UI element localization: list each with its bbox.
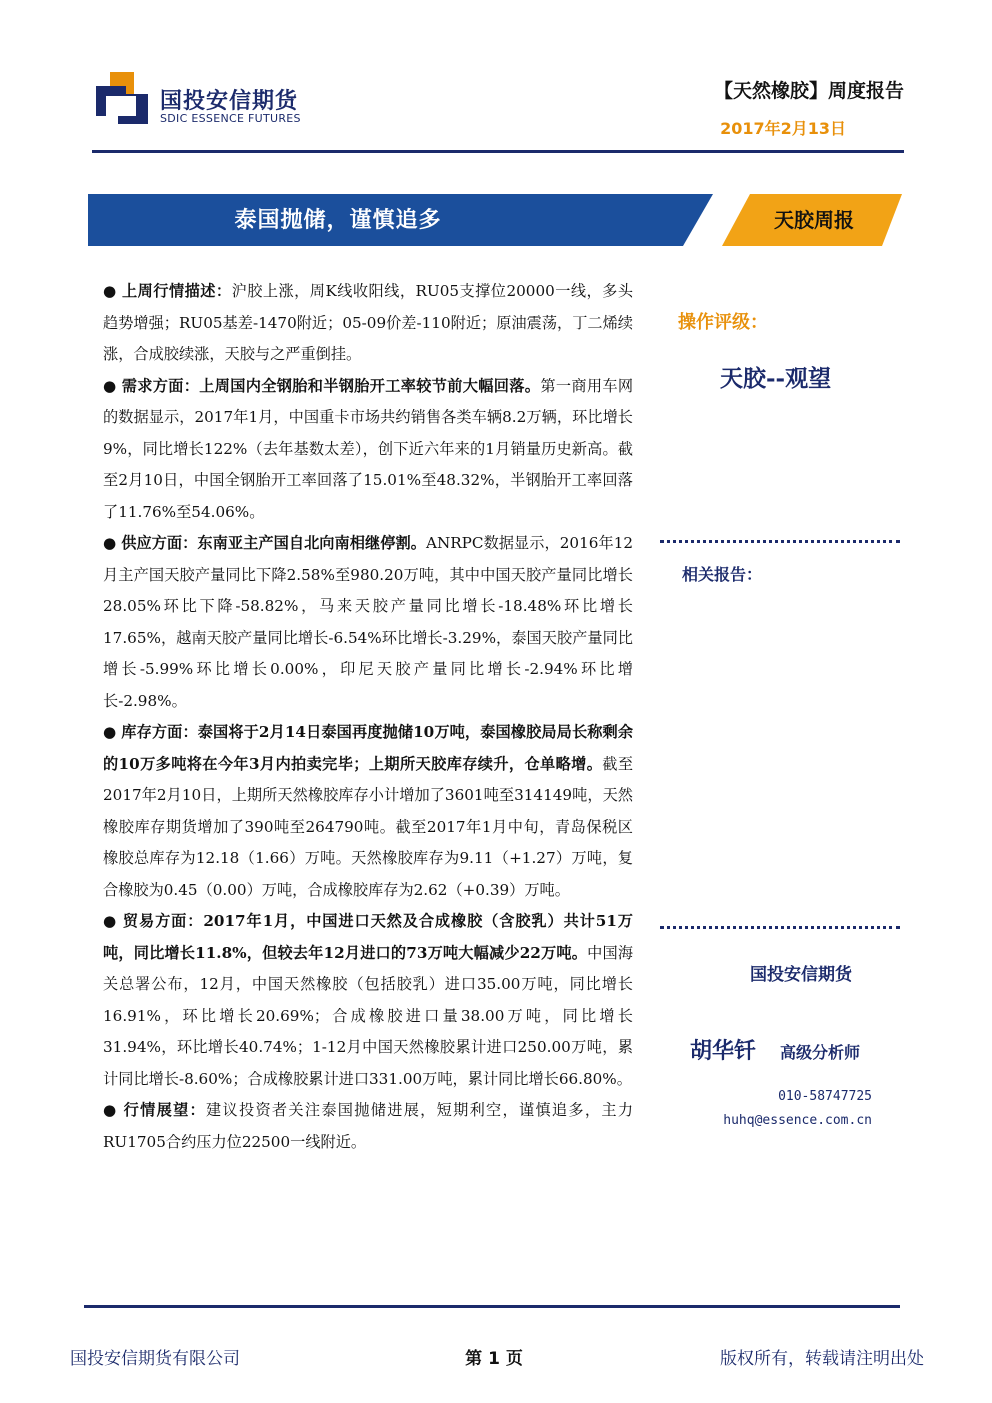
section-outlook xyxy=(103,1095,633,1158)
section-text: 截至2017年2月10日，上期所天然橡胶库存小计增加了3601吨至314149吨，天然橡胶库存期货增加了390吨至264790吨。截至2017年1月中旬，青岛保税区橡胶总库存为12.18（1.66）万吨。天然橡胶库存为9.11（+1.27）万吨，复合橡胶为0.45（0.00）万吨，合成橡胶库存为2.62（+0.39）万吨。 xyxy=(103,754,634,899)
section-supply xyxy=(103,528,633,717)
bullet-icon: ● xyxy=(103,376,117,395)
section-heading: 上周行情描述： xyxy=(122,282,232,300)
analyst-phone: 010-58747725 xyxy=(778,1089,872,1104)
section-demand xyxy=(103,371,633,529)
section-text: 沪胶上涨，周K线收阳线，RU05支撑位20000一线，多头趋势增强；RU05基差-1470附近；05-09价差-110附近；原油震荡，丁二烯续涨，合成胶续涨，天胶与之严重倒挂。 xyxy=(103,282,634,363)
report-title: 泰国抛储，谨慎追多 xyxy=(234,207,442,233)
section-text: 建议投资者关注泰国抛储进展，短期利空，谨慎追多，主力RU1705合约压力位22500一线附近。 xyxy=(103,1101,634,1151)
analyst-title: 高级分析师 xyxy=(780,1043,861,1062)
section-highlight: 2017年1月，中国进口天然及合成橡胶（含胶乳）共计51万吨，同比增长11.8%，但较去年12月进口的73万吨大幅减少22万吨。 xyxy=(103,912,633,962)
section-highlight: 泰国将于2月14日泰国再度抛储10万吨，泰国橡胶局局长称剩余的10万多吨将在今年3月内拍卖完毕；上期所天胶库存续升，仓单略增。 xyxy=(103,723,634,773)
section-heading: 供应方面： xyxy=(121,534,198,552)
section-inventory xyxy=(103,717,633,906)
company-logo-icon xyxy=(96,72,148,126)
footer-copyright: 版权所有，转载请注明出处 xyxy=(720,1349,924,1369)
section-heading: 需求方面： xyxy=(121,376,200,395)
section-text: 中国海关总署公布，12月，中国天然橡胶（包括胶乳）进口35.00万吨，同比增长16.91%，环比增长20.69%；合成橡胶进口量38.00万吨，同比增长31.94%，环比增长40.74%；1-12月中国天然橡胶累计进口250.00万吨，累计同比增长-8.60%；合成橡胶累计进口331.00万吨，累计同比增长66.80%。 xyxy=(103,943,634,1088)
sidebar-company: 国投安信期货 xyxy=(750,965,852,985)
section-trade xyxy=(103,906,633,1095)
bullet-icon: ● xyxy=(103,912,118,930)
section-heading: 贸易方面： xyxy=(122,912,204,930)
section-text: 第一商用车网的数据显示，2017年1月，中国重卡市场共约销售各类车辆8.2万辆，环比增长9%，同比增长122%（去年基数太差），创下近六年来的1月销量历史新高。截至2月10日，中国全钢胎开工率回落了15.01%至48.32%，半钢胎开工率回落了11.76%至54.06%。 xyxy=(103,376,634,521)
rating-value: 天胶--观望 xyxy=(720,365,832,392)
analyst-email[interactable]: huhq@essence.com.cn xyxy=(723,1113,872,1128)
bullet-icon: ● xyxy=(103,282,117,300)
report-date: 2017年2月13日 xyxy=(720,119,846,138)
bullet-icon: ● xyxy=(103,1101,118,1119)
analyst-name: 胡华钎 xyxy=(690,1039,757,1064)
logo-company-name: 国投安信期货 xyxy=(160,89,299,114)
logo-english-name: SDIC ESSENCE FUTURES xyxy=(160,112,301,125)
bullet-icon: ● xyxy=(103,723,117,741)
section-heading: 行情展望： xyxy=(123,1101,207,1119)
section-market xyxy=(103,276,633,371)
report-tag: 天胶周报 xyxy=(774,208,854,232)
rating-label: 操作评级： xyxy=(678,312,768,333)
header-divider xyxy=(92,150,904,153)
section-text: ANRPC数据显示，2016年12月主产国天胶产量同比下降2.58%至980.20万吨，其中中国天胶产量同比增长28.05%环比下降-58.82%，马来天胶产量同比增长-18.48%环比增长17.65%，越南天胶产量同比增长-6.54%环比增长-3.29%，泰国天胶产量同比增长-5.99%环比增长0.00%，印尼天胶产量同比增长-2.94%环比增长-2.98%。 xyxy=(103,534,634,710)
report-body xyxy=(103,276,633,1158)
section-highlight: 东南亚主产国自北向南相继停割。 xyxy=(197,534,426,552)
report-type: 【天然橡胶】周度报告 xyxy=(713,80,904,102)
bullet-icon: ● xyxy=(103,534,117,552)
sidebar-divider xyxy=(660,926,900,929)
footer-company: 国投安信期货有限公司 xyxy=(70,1349,240,1369)
section-highlight: 上周国内全钢胎和半钢胎开工率较节前大幅回落。 xyxy=(199,376,541,395)
related-reports-label: 相关报告： xyxy=(682,565,763,584)
sidebar-divider xyxy=(660,540,900,543)
footer-divider xyxy=(84,1305,900,1308)
section-heading: 库存方面： xyxy=(121,723,198,741)
page-number: 第 1 页 xyxy=(465,1349,523,1369)
